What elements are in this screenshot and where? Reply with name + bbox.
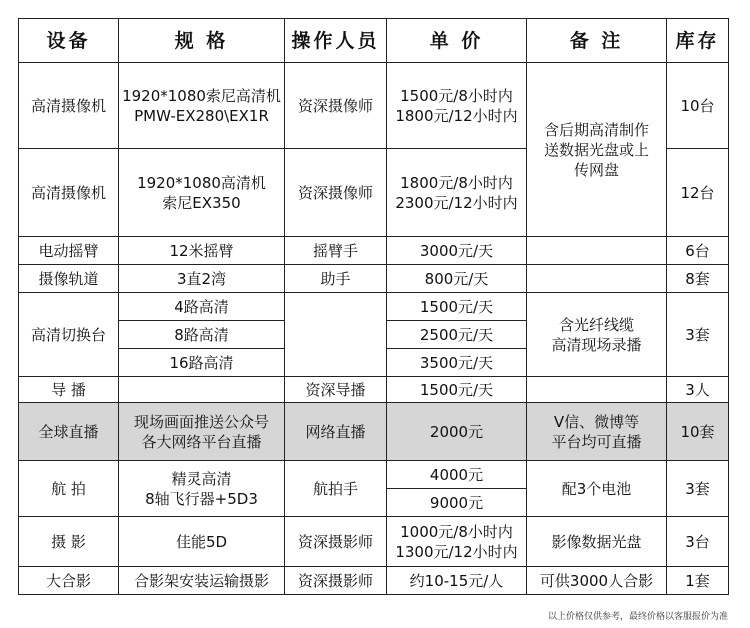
header-row — [19, 19, 729, 63]
spec-cell: 合影架安装运输摄影 — [119, 567, 285, 595]
note-cell: 影像数据光盘 — [527, 517, 667, 567]
price-cell: 2000元 — [387, 403, 527, 461]
operator-cell: 资深导播 — [285, 377, 387, 403]
note-cell — [527, 63, 667, 237]
spec-cell: 4路高清 — [119, 293, 285, 321]
note-line: 高清现场录播 — [551, 335, 642, 354]
spec-cell — [119, 461, 285, 517]
price-cell: 3500元/天 — [387, 349, 527, 377]
stock-cell: 3套 — [667, 293, 729, 377]
price-footnote: 以上价格仅供参考，最终价格以客服报价为准 — [547, 612, 728, 622]
spec-line: 索尼EX350 — [162, 193, 241, 212]
price-line: 1800元/12小时内 — [395, 106, 518, 125]
table-row — [19, 567, 729, 595]
price-table — [18, 18, 729, 595]
price-cell — [387, 517, 527, 567]
device-cell: 高清摄像机 — [19, 63, 119, 149]
price-cell: 1500元/天 — [387, 377, 527, 403]
device-cell: 大合影 — [19, 567, 119, 595]
device-cell: 导 播 — [19, 377, 119, 403]
stock-cell: 10台 — [667, 63, 729, 149]
spec-cell — [119, 149, 285, 237]
note-line: 含光纤线缆 — [558, 315, 634, 334]
price-cell: 4000元 — [387, 461, 527, 489]
stock-cell: 12台 — [667, 149, 729, 237]
note-cell — [527, 237, 667, 265]
table-row — [19, 377, 729, 403]
table-row — [19, 293, 729, 321]
note-line: V信、微博等 — [553, 412, 640, 431]
operator-cell: 资深摄像师 — [285, 149, 387, 237]
stock-cell: 10套 — [667, 403, 729, 461]
note-cell — [527, 377, 667, 403]
device-cell: 全球直播 — [19, 403, 119, 461]
spec-line: 现场画面推送公众号 — [133, 412, 269, 431]
price-line: 2300元/12小时内 — [395, 193, 518, 212]
price-cell: 1500元/天 — [387, 293, 527, 321]
spec-line: 各大网络平台直播 — [141, 432, 262, 451]
operator-cell: 航拍手 — [285, 461, 387, 517]
price-cell — [387, 149, 527, 237]
spec-cell — [119, 377, 285, 403]
note-cell: 配3个电池 — [527, 461, 667, 517]
operator-cell: 摇臂手 — [285, 237, 387, 265]
stock-cell: 6台 — [667, 237, 729, 265]
spec-cell: 3直2湾 — [119, 265, 285, 293]
spec-line: 精灵高清 — [171, 469, 232, 488]
table-row — [19, 517, 729, 567]
operator-cell: 资深摄像师 — [285, 63, 387, 149]
header-spec: 规 格 — [119, 19, 285, 63]
device-cell: 航 拍 — [19, 461, 119, 517]
header-note: 备 注 — [527, 19, 667, 63]
price-cell: 3000元/天 — [387, 237, 527, 265]
price-line: 1000元/8小时内 — [400, 522, 513, 541]
operator-cell — [285, 293, 387, 377]
spec-line: PMW-EX280\EX1R — [134, 106, 269, 125]
device-cell: 摄像轨道 — [19, 265, 119, 293]
price-cell — [387, 63, 527, 149]
note-line: 送数据光盘或上 — [543, 140, 649, 159]
header-device: 设备 — [19, 19, 119, 63]
note-line: 含后期高清制作 — [543, 120, 649, 139]
spec-cell: 8路高清 — [119, 321, 285, 349]
spec-line: 1920*1080高清机 — [137, 173, 266, 192]
note-line: 平台均可直播 — [551, 432, 642, 451]
operator-cell: 助手 — [285, 265, 387, 293]
price-line: 1300元/12小时内 — [395, 542, 518, 561]
table-row — [19, 403, 729, 461]
price-cell: 约10-15元/人 — [387, 567, 527, 595]
table-row — [19, 63, 729, 149]
note-cell: 可供3000人合影 — [527, 567, 667, 595]
price-line: 1500元/8小时内 — [400, 86, 513, 105]
stock-cell: 3台 — [667, 517, 729, 567]
spec-line: 1920*1080索尼高清机 — [122, 86, 281, 105]
spec-cell — [119, 63, 285, 149]
stock-cell: 8套 — [667, 265, 729, 293]
device-cell: 电动摇臂 — [19, 237, 119, 265]
spec-cell — [119, 403, 285, 461]
operator-cell: 资深摄影师 — [285, 517, 387, 567]
device-cell: 摄 影 — [19, 517, 119, 567]
table-row — [19, 237, 729, 265]
operator-cell: 网络直播 — [285, 403, 387, 461]
stock-cell: 3套 — [667, 461, 729, 517]
note-line: 传网盘 — [573, 160, 619, 179]
header-operator: 操作人员 — [285, 19, 387, 63]
operator-cell: 资深摄影师 — [285, 567, 387, 595]
note-cell — [527, 265, 667, 293]
note-cell — [527, 293, 667, 377]
price-cell: 2500元/天 — [387, 321, 527, 349]
spec-line: 8轴飞行器+5D3 — [145, 489, 258, 508]
table-row — [19, 265, 729, 293]
stock-cell: 3人 — [667, 377, 729, 403]
price-cell: 9000元 — [387, 489, 527, 517]
stock-cell: 1套 — [667, 567, 729, 595]
table-row — [19, 461, 729, 489]
device-cell: 高清摄像机 — [19, 149, 119, 237]
spec-cell: 16路高清 — [119, 349, 285, 377]
header-stock: 库存 — [667, 19, 729, 63]
header-price: 单 价 — [387, 19, 527, 63]
spec-cell: 佳能5D — [119, 517, 285, 567]
price-cell: 800元/天 — [387, 265, 527, 293]
device-cell: 高清切换台 — [19, 293, 119, 377]
spec-cell: 12米摇臂 — [119, 237, 285, 265]
price-line: 1800元/8小时内 — [400, 173, 513, 192]
note-cell — [527, 403, 667, 461]
